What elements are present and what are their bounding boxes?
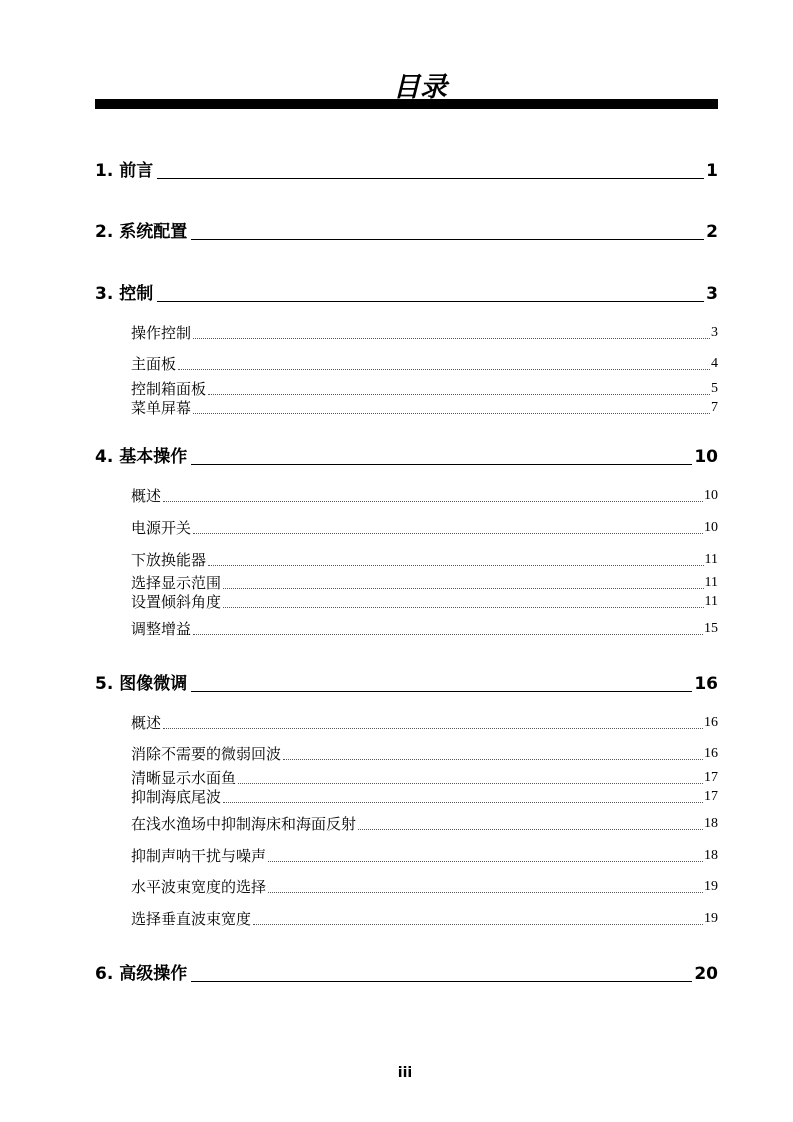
toc-chapter-page: 2 xyxy=(706,222,718,242)
dot-leader xyxy=(193,338,710,339)
toc-section-page: 7 xyxy=(711,400,718,415)
toc-section-label: 消除不需要的微弱回波 xyxy=(131,745,282,763)
toc-section-page: 10 xyxy=(704,520,718,535)
leader-line xyxy=(191,239,704,240)
dot-leader xyxy=(283,759,703,760)
dot-leader xyxy=(223,802,703,803)
toc-chapter-page: 10 xyxy=(694,447,718,467)
toc-section-label: 在浅水渔场中抑制海床和海面反射 xyxy=(131,815,357,833)
toc-section-page: 17 xyxy=(704,789,718,804)
toc-section-page: 5 xyxy=(711,381,718,396)
toc-section-label: 主面板 xyxy=(131,355,177,373)
toc-section[interactable] xyxy=(131,487,718,505)
dot-leader xyxy=(208,565,704,566)
dot-leader xyxy=(223,588,704,589)
dot-leader xyxy=(358,829,703,830)
toc-section-label: 清晰显示水面鱼 xyxy=(131,769,237,787)
toc-chapter-page: 1 xyxy=(706,161,718,181)
toc-section[interactable] xyxy=(131,324,718,342)
toc-section-page: 11 xyxy=(704,552,718,567)
toc-section[interactable] xyxy=(131,574,718,592)
toc-section-label: 设置倾斜角度 xyxy=(131,593,222,611)
toc-section-page: 11 xyxy=(704,594,718,609)
toc-section-page: 17 xyxy=(704,770,718,785)
page-title: 目录 xyxy=(393,72,447,103)
toc-section[interactable] xyxy=(131,847,718,865)
leader-line xyxy=(191,981,692,982)
toc-section[interactable] xyxy=(131,519,718,537)
toc-section-label: 下放换能器 xyxy=(131,551,207,569)
toc-section-label: 菜单屏幕 xyxy=(131,399,192,417)
dot-leader xyxy=(208,394,710,395)
toc-chapter[interactable] xyxy=(95,674,718,694)
toc-section-page: 10 xyxy=(704,488,718,503)
toc-section[interactable] xyxy=(131,355,718,373)
toc-section-label: 选择垂直波束宽度 xyxy=(131,910,252,928)
dot-leader xyxy=(223,607,704,608)
toc-section[interactable] xyxy=(131,815,718,833)
dot-leader xyxy=(193,413,710,414)
toc-section[interactable] xyxy=(131,769,718,787)
toc-section-label: 概述 xyxy=(131,487,162,505)
toc-chapter-label: 4. 基本操作 xyxy=(95,447,188,467)
toc-section-label: 概述 xyxy=(131,714,162,732)
toc-section[interactable] xyxy=(131,380,718,398)
toc-chapter[interactable] xyxy=(95,161,718,181)
toc-section[interactable] xyxy=(131,788,718,806)
page-number: iii xyxy=(397,1065,413,1081)
dot-leader xyxy=(193,634,703,635)
toc-chapter[interactable] xyxy=(95,284,718,304)
toc-section-label: 抑制声呐干扰与噪声 xyxy=(131,847,267,865)
toc-section-page: 16 xyxy=(704,746,718,761)
dot-leader xyxy=(178,369,710,370)
dot-leader xyxy=(163,501,703,502)
toc-section-label: 控制箱面板 xyxy=(131,380,207,398)
toc-section[interactable] xyxy=(131,593,718,611)
toc-section-label: 抑制海底尾波 xyxy=(131,788,222,806)
dot-leader xyxy=(268,861,703,862)
toc-chapter[interactable] xyxy=(95,222,718,242)
toc-section[interactable] xyxy=(131,878,718,896)
dot-leader xyxy=(163,728,703,729)
toc-section-label: 操作控制 xyxy=(131,324,192,342)
toc-chapter-label: 1. 前言 xyxy=(95,161,154,181)
leader-line xyxy=(157,178,704,179)
toc-chapter-label: 3. 控制 xyxy=(95,284,154,304)
toc-section-page: 18 xyxy=(704,816,718,831)
dot-leader xyxy=(193,533,703,534)
toc-section-page: 19 xyxy=(704,911,718,926)
leader-line xyxy=(157,301,704,302)
leader-line xyxy=(191,691,692,692)
dot-leader xyxy=(238,783,703,784)
toc-chapter-page: 20 xyxy=(694,964,718,984)
toc-section[interactable] xyxy=(131,620,718,638)
toc-section-page: 4 xyxy=(711,356,718,371)
toc-chapter[interactable] xyxy=(95,447,718,467)
toc-chapter-page: 16 xyxy=(694,674,718,694)
toc-chapter-label: 2. 系统配置 xyxy=(95,222,188,242)
toc-section-page: 11 xyxy=(704,575,718,590)
dot-leader xyxy=(253,924,703,925)
dot-leader xyxy=(268,892,703,893)
toc-section[interactable] xyxy=(131,910,718,928)
toc-section[interactable] xyxy=(131,551,718,569)
toc-chapter-label: 6. 高级操作 xyxy=(95,964,188,984)
toc-chapter[interactable] xyxy=(95,964,718,984)
toc-section-page: 3 xyxy=(711,325,718,340)
toc-section[interactable] xyxy=(131,745,718,763)
toc-chapter-page: 3 xyxy=(706,284,718,304)
toc-section-page: 15 xyxy=(704,621,718,636)
toc-section-label: 电源开关 xyxy=(131,519,192,537)
toc-chapter-label: 5. 图像微调 xyxy=(95,674,188,694)
toc-section-page: 19 xyxy=(704,879,718,894)
toc-section-label: 调整增益 xyxy=(131,620,192,638)
toc-section-label: 水平波束宽度的选择 xyxy=(131,878,267,896)
toc-section-page: 16 xyxy=(704,715,718,730)
leader-line xyxy=(191,464,692,465)
toc-section[interactable] xyxy=(131,714,718,732)
toc-section-page: 18 xyxy=(704,848,718,863)
toc-section-label: 选择显示范围 xyxy=(131,574,222,592)
toc-section[interactable] xyxy=(131,399,718,417)
